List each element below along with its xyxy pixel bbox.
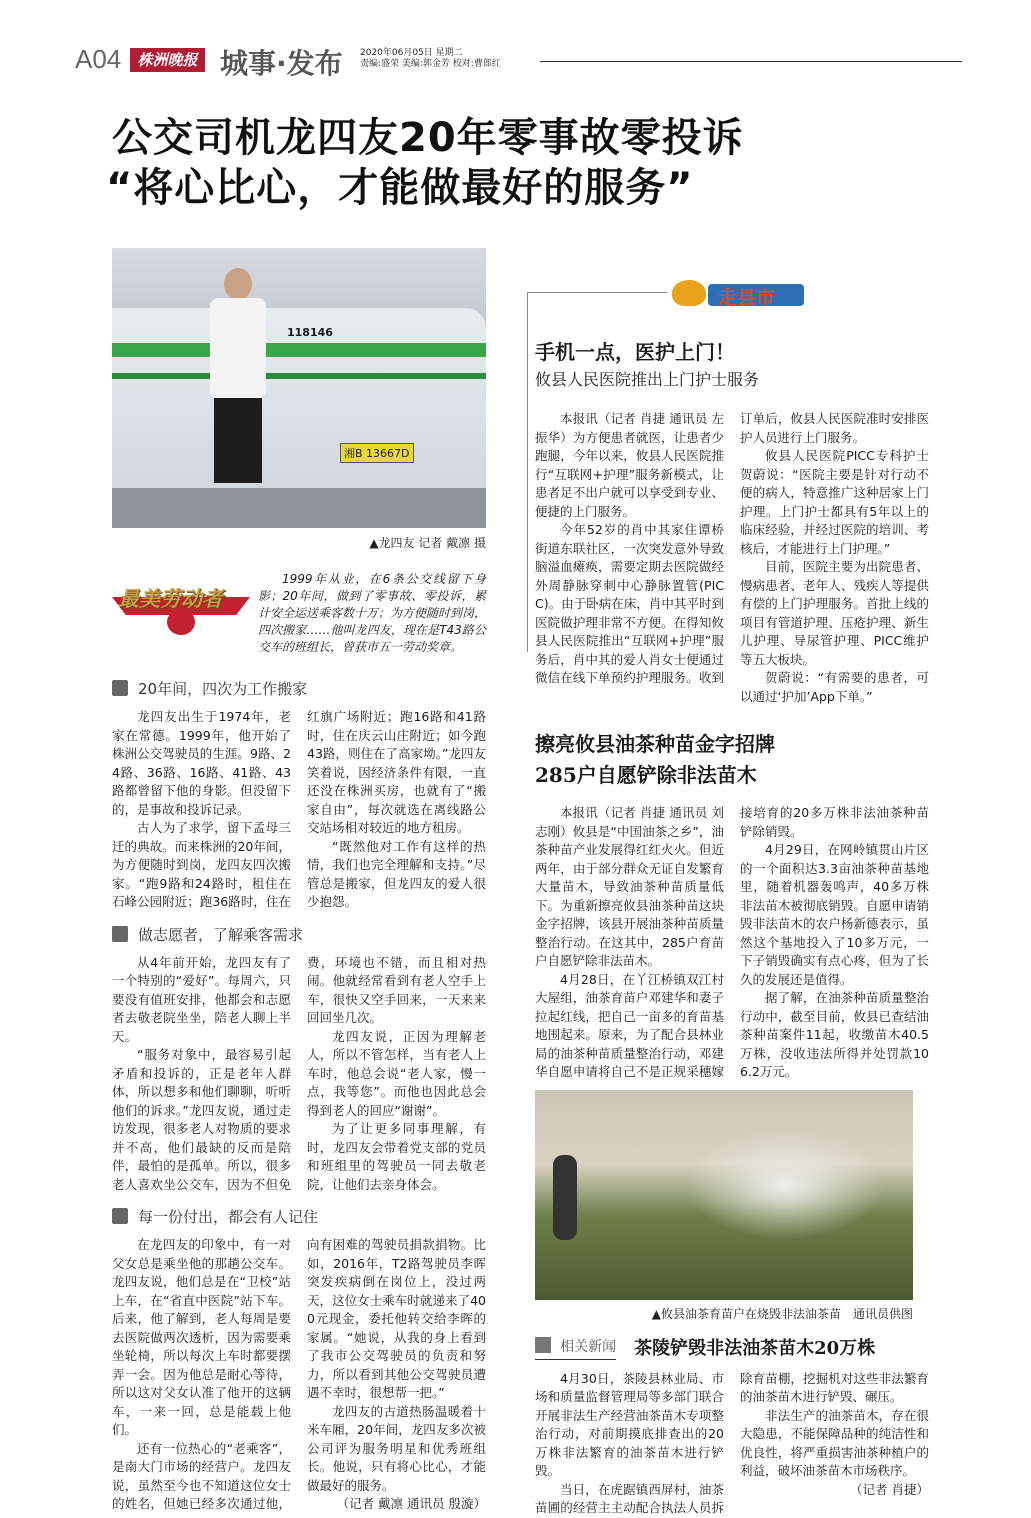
intro-block [112,571,486,656]
headline-line1: 公交司机龙四友20年零事故零投诉 [112,115,744,161]
paragraph: 4月28日，在丫江桥镇双江村大屋组，油茶育苗户邓建华和妻子拉起红线，把自己一亩多的育苗基地围起来。原来，为了配合县林业局的油茶种苗质量整治行动，邓建华自愿申请将自己不是正规采穗嫁接培育的20多万株非法油茶种苗铲除销毁。 [535,805,929,1079]
paragraph: 本报讯（记者 肖捷 通讯员 左振华）为方便患者就医，让患者少跑腿，今年以来，攸县人民医院推行“互联网+护理”服务新模式，让患者足不出户就可以享受到专业、便捷的上门服务。 [535,411,724,519]
section-heading-3 [112,1206,486,1228]
driver-photo [112,248,486,528]
paragraph: 4月30日，茶陵县林业局、市场和质量监督管理局等多部门联合开展非法生产经营油茶苗木专项整治行动，对前期摸底排查出的20万株非法繁育的油茶苗木进行铲毁。 [535,1370,724,1478]
newspaper-logo: 株洲晚报 [130,48,205,72]
story1-subtitle: 攸县人民医院推出上门护士服务 [535,370,760,389]
paragraph: 本报讯（记者 肖捷 通讯员 刘志刚）攸县是“中国油茶之乡”，油茶种苗产业发展得红红火火。但近两年，由于部分群众无证自发繁育大量苗木，导致油茶种苗质量低下。为重新擦亮攸县油茶种苗这块金字招牌，该县开展油茶种苗质量整治行动。在这其中，285户育苗户自愿铲除非法苗木。 [535,805,724,968]
headline-line2: “将心比心，才能做最好的服务” [106,165,694,211]
byline: （记者 肖捷） [850,1481,929,1497]
square-icon [112,1208,128,1224]
paragraph: 当日，在虎踞镇西屏村，油茶苗圃的经营主主动配合执法人员拆除育苗棚，挖掘机对这些非法繁育的油茶苗木进行铲毁、碾压。 [535,1370,929,1515]
county-logo [668,276,808,312]
paragraph: 还有一位热心的“老乘客”，是南大门市场的经营户。龙四友说，虽然至今也不知道这位女士的姓名，但她已经多次通过他，向有困难的驾驶员捐款捐物。比如，2016年，T2路驾驶员李晖突发疾病倒在岗位上，没过两天，这位女士乘车时就递来了400元现金，委托他转交给李晖的家属。“她说，从我的身上看到了我市公交驾驶员的负责和努力，所以看到其他公交驾驶员遭遇不幸时，很想帮一把。” [112,1237,486,1511]
main-story-column [112,248,486,1514]
related-news-tag [535,1336,616,1360]
intro-text: 1999年从业，在6条公交线留下身影；20年间，做到了零事故、零投诉，累计安全运送乘客数十万；为方便随时到岗，四次搬家……他叫龙四友，现在是T43路公交车的班组长，曾获市五一劳动奖章。 [258,572,487,654]
section-heading-2 [112,924,486,946]
handshake-icon [672,280,706,306]
section-3-body [112,1236,486,1514]
story1-body [535,410,929,706]
story2-body [535,804,929,1082]
related-header [535,1334,929,1360]
related-label: 相关新闻 [560,1338,617,1355]
paragraph: 目前，医院主要为出院患者、慢病患者、老年人、残疾人等提供有偿的上门护理服务。首批上线的项目有管道护理、压疮护理、新生儿护理、导尿管护理、PICC维护等五大板块。 [740,559,929,667]
story1-title: 手机一点，医护上门！ [535,340,735,364]
box-border-left [527,292,528,652]
license-plate: 湘B 13667D [340,443,414,463]
logo-text: 走县市 [718,287,776,309]
photo-caption: ▲攸县油茶育苗户在烧毁非法油茶苗 通讯员供图 [651,1306,913,1321]
paragraph: “既然他对工作有这样的热情，我们也完全理解和支持。”尽管总是搬家，但龙四友的爱人很少抱怨。 [307,838,486,909]
paragraph: 在龙四友的印象中，有一对父女总是乘坐他的那趟公交车。龙四友说，他们总是在“卫校”站上车，在“省直中医院”站下车。后来，他了解到，老人每周是要去医院做两次透析，因为需要乘坐轮椅，所以每次上车时都要摆弄一会。因为他总是耐心等待，所以这对父女认准了他开的这辆车，一来一回，总是能载上他们。 [112,1237,291,1437]
paragraph: 古人为了求学，留下孟母三迁的典故。而来株洲的20年间，为方便随时到岗，龙四友四次搬家。“跑9路和24路时，租住在石峰公园附近；跑36路时，住在红旗广场附近；跑16路和41路时，住在庆云山庄附近；如今跑43路，则住在了高家坳。”龙四友笑着说，因经济条件有限，一直还没在株洲买房，也就有了“搬家自由”，每次就选在离线路公交站场相对较近的地方租房。 [112,709,486,909]
story2-title-line1: 擦亮攸县油茶种苗金字招牌 [535,732,775,756]
story-intro [258,571,486,656]
paragraph: 据了解，在油茶种苗质量整治行动中，截至目前，攸县已查结油茶种苗案件11起，收缴苗木40.5万株，没收违法所得并处罚款106.2万元。 [740,990,929,1079]
paragraph: 贺蔚说：“有需要的患者，可以通过‘护加’App下单。” [740,670,929,704]
editors: 责编:盛荣 美编:郭金芳 校对:曹郎红 [360,59,501,69]
issue-date: 2020年06月05日 星期二 [360,48,463,58]
page-number: A04 [75,44,122,74]
section-name: 城事·发布 [220,47,343,80]
paragraph: 4月29日，在网岭镇贯山片区的一个面积达3.3亩油茶种苗基地里，随着机器轰鸣声，40多万株非法苗木被彻底销毁。自愿申请销毁非法苗木的农户杨新德表示，虽然这个基地投入了10多万元，一下子销毁确实有点心疼，但为了长久的发展还是值得。 [740,842,929,987]
byline: （记者 戴凛 通讯员 殷漩） [336,1496,486,1511]
issue-meta [360,48,501,70]
paragraph: 非法生产的油茶苗木，存在很大隐患，不能保障品种的纯洁性和优良性，将严重损害油茶种植户的利益，破坏油茶苗木市场秩序。 [740,1407,929,1478]
paragraph: 龙四友出生于1974年，老家在常德。1999年，他开始了株洲公交驾驶员的生涯。9路、24路、36路、16路、41路、43路都曾留下他的身影。但没留下的，是事故和投诉记录。 [112,709,291,817]
burning-seedlings-photo [535,1090,913,1300]
related-title: 茶陵铲毁非法油茶苗木20万株 [634,1337,876,1359]
heading-text: 20年间，四次为工作搬家 [138,680,308,698]
section-2-body [112,954,486,1195]
paragraph: 从4年前开始，龙四友有了一个特别的“爱好”。每周六，只要没有值班安排，他都会和志愿者去敬老院坐坐，陪老人聊上半天。 [112,954,291,1044]
header-divider [540,61,962,62]
square-icon [112,680,128,696]
county-column [535,276,929,1518]
paragraph: 为了让更多同事理解，有时，龙四友会带着党支部的党员和班组里的驾驶员一同去敬老院，让他们去亲身体会。 [307,1121,486,1192]
best-worker-badge [112,577,250,639]
photo-caption: ▲龙四友 记者 戴凛 摄 [369,536,486,550]
heading-text: 做志愿者，了解乘客需求 [138,925,304,944]
heading-text: 每一份付出，都会有人记住 [138,1208,319,1226]
paragraph: “服务对象中，最容易引起矛盾和投诉的，正是老年人群体，所以想多和他们聊聊，听听他们的诉求。”龙四友说，通过走访发现，很多老人对物质的要求并不高，他们最缺的反而是陪伴，最怕的是孤单。所以，很多老人喜欢坐公交车，因为不但免费，环境也不错，而且相对热闹。他就经常看到有老人空手上车，很快又空手回来，一天来来回回坐几次。 [112,954,486,1192]
bus-number: 118146 [287,326,333,339]
paragraph: 龙四友的古道热肠温暖着十米车厢，20年间，龙四友多次被公司评为服务明星和优秀班组长。他说，只有将心比心，才能做最好的服务。 [307,1403,486,1493]
arrow-icon [535,1337,551,1353]
section-1-body [112,708,486,912]
paragraph: 攸县人民医院PICC专科护士贺蔚说：“医院主要是针对行动不便的病人，特意推广这种居家上门护理。上门护士都具有5年以上的临床经验，并经过医院的培训、考核后，才能进行上门护理。” [740,448,929,556]
story2-title-line2: 285户自愿铲除非法苗木 [535,763,757,787]
section-heading-1 [112,678,486,700]
badge-text: 最美劳动者 [118,587,223,611]
paragraph: 今年52岁的肖中其家住谭桥街道东联社区，一次突发意外导致脑溢血瘫痪，需要定期去医院做经外周静脉穿刺中心静脉置管(PICC)。由于卧病在床，肖中其平时到医院做护理非常不方便。在得知攸县人民医院推出“互联网+护理”服务后，肖中其的爱人肖女士便通过微信在线下单预约护理服务。收到订单后，攸县人民医院准时安排医护人员进行上门服务。 [535,411,929,685]
related-body [535,1370,929,1518]
paragraph: 龙四友说，正因为理解老人，所以不管怎样，当有老人上车时，他总会说“老人家，慢一点，我等您”。而他也因此总会得到老人的回应“谢谢”。 [307,1028,486,1118]
square-icon [112,926,128,942]
